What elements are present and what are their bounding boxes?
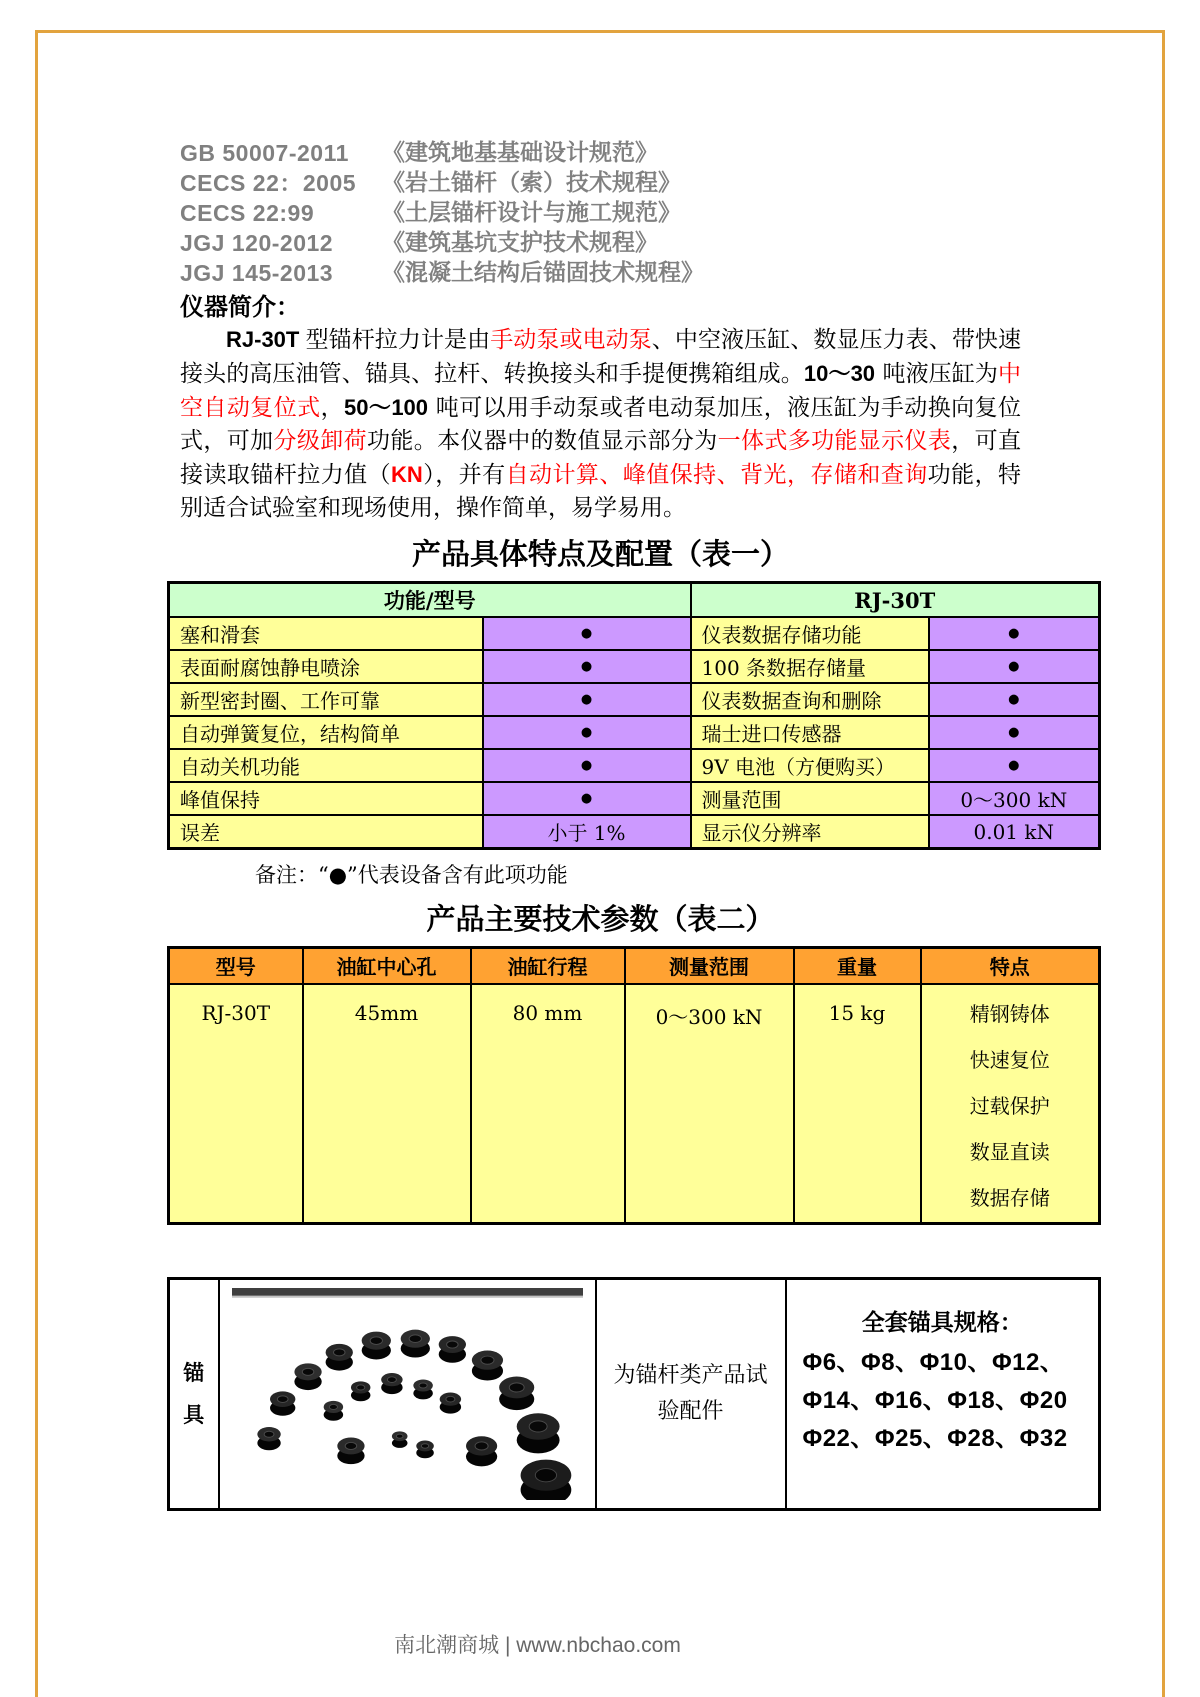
standard-line [180,258,1098,288]
intro-segment: 中空自动复位式 [180,361,1021,421]
feature-name-cell: 测量范围 [691,782,929,815]
standard-line [180,198,1098,228]
parameters-table [167,946,1101,1225]
parameters-header-row [169,948,1100,984]
standard-line [180,228,1098,258]
anchor-spec-title: 全套锚具规格： [861,1308,1023,1336]
intro-segment: ，可直接读取锚杆拉力值（ [180,428,1022,488]
standard-line [180,138,1098,168]
feature-name-cell: 新型密封圈、工作可靠 [169,683,483,716]
standard-code: JGJ 145-2013 [180,260,334,286]
param-value-cell: 0～300 kN [625,984,794,1224]
intro-segment: ），并有 [422,462,506,488]
intro-segment: 吨液压缸为 [875,361,998,387]
feature-row [169,683,1100,716]
standard-title: 《建筑基坑支护技术规程》 [382,229,658,256]
document-content [167,0,1098,1659]
standard-code: GB 50007-2011 [180,140,349,166]
param-value-cell: RJ-30T [169,984,303,1224]
feature-value-cell: ● [929,617,1100,650]
param-header-cell: 测量范围 [625,948,794,984]
anchor-row [169,1278,1100,1510]
feature-value-cell: ● [483,683,691,716]
t1-header-left: 功能/型号 [169,583,691,618]
intro-segment: KN [391,462,423,487]
feature-name-cell: 误差 [169,815,483,849]
feature-value-cell: ● [483,716,691,749]
param-header-cell: 油缸行程 [471,948,625,984]
intro-segment: 分级卸荷 [273,428,367,454]
feature-name-cell: 峰值保持 [169,782,483,815]
feature-line: 数据存储 [969,1185,1050,1210]
param-value-cell: 80 mm [471,984,625,1224]
feature-value-cell: 0.01 kN [929,815,1100,849]
anchor-label-cell [169,1278,219,1510]
feature-value-cell: ● [483,749,691,782]
feature-name-cell: 表面耐腐蚀静电喷涂 [169,650,483,683]
table2-title: 产品主要技术参数（表二） [426,902,775,936]
intro-segment: 吨可以用手动泵或者电动泵加压，液压缸为手动换向复位式，可加 [180,395,1022,454]
anchor-label: 锚具 [183,1359,205,1427]
intro-paragraph [180,323,1021,525]
feature-value-cell: ● [483,782,691,815]
param-header-cell: 特点 [921,948,1100,984]
feature-line: 过载保护 [969,1093,1050,1118]
param-value-cell: 45mm [303,984,471,1224]
feature-value-cell: ● [929,716,1100,749]
anchor-spec-line: Φ22、Φ25、Φ28、Φ32 [802,1424,1068,1452]
feature-row [169,617,1100,650]
parameters-value-row [169,984,1100,1224]
feature-row [169,716,1100,749]
feature-name-cell: 瑞士进口传感器 [691,716,929,749]
anchor-description: 为锚杆类产品试验配件 [596,1278,786,1510]
feature-name-cell: 自动关机功能 [169,749,483,782]
standard-code: JGJ 120-2012 [180,230,334,256]
table1-title: 产品具体特点及配置（表一） [411,537,789,571]
standard-title: 《土层锚杆设计与施工规范》 [382,199,681,226]
feature-name-cell: 仪表数据查询和删除 [691,683,929,716]
intro-segment: 手动泵或电动泵 [490,327,652,353]
intro-segment: 功能，特别适合试验室和现场使用，操作简单，易学易用。 [180,462,1022,521]
intro-heading: 仪器简介： [180,292,300,321]
t1-header-right: RJ-30T [691,583,1100,618]
feature-row [169,749,1100,782]
standards-list [180,138,1098,288]
feature-name-cell: 仪表数据存储功能 [691,617,929,650]
feature-value-cell: ● [929,749,1100,782]
feature-line: 精钢铸体 [969,1001,1050,1026]
feature-name-cell: 100 条数据存储量 [691,650,929,683]
intro-segment: 自动计算、峰值保持、背光，存储和查询 [505,462,928,488]
footer: 南北潮商城 | www.nbchao.com [394,1634,681,1658]
features-table-header-row [169,583,1100,618]
intro-segment: 10～30 [803,361,876,386]
anchor-spec-lines [803,1344,1083,1458]
feature-value-cell: 0～300 kN [929,782,1100,815]
param-header-cell: 重量 [794,948,921,984]
anchor-pieces [257,1329,571,1500]
anchor-spec-cell [786,1278,1100,1510]
standard-title: 《建筑地基基础设计规范》 [382,139,658,166]
standard-title: 《混凝土结构后锚固技术规程》 [382,259,704,286]
intro-segment: 一体式多功能显示仪表 [717,428,952,454]
param-value-cell: 15 kg [794,984,921,1224]
feature-row [169,815,1100,849]
feature-row [169,782,1100,815]
intro-segment: 功能。本仪器中的数值显示部分为 [367,428,718,454]
intro-segment: 、中空液压缸、数显压力表、带快速接头的高压油管、锚具、拉杆、转换接头和手提便携箱组成。 [180,327,1022,387]
feature-name-cell: 9V 电池（方便购买） [691,749,929,782]
intro-segment: RJ-30T [226,327,306,352]
anchor-photo-cell [219,1278,596,1510]
anchor-spec-line: Φ6、Φ8、Φ10、Φ12、 Φ14、Φ16、Φ18、Φ20 [802,1348,1068,1414]
table1-note: 备注：“●”代表设备含有此项功能 [255,863,568,887]
standard-code: CECS 22：2005 [180,170,357,196]
feature-value-cell: ● [929,683,1100,716]
feature-line: 快速复位 [969,1047,1050,1072]
feature-value-cell: ● [483,617,691,650]
feature-value-cell: ● [929,650,1100,683]
feature-name-cell: 显示仪分辨率 [691,815,929,849]
feature-value-cell: 小于 1% [483,815,691,849]
standard-line [180,168,1098,198]
intro-segment: ， [320,395,344,421]
param-features-cell [921,984,1100,1224]
anchor-set-photo [232,1288,583,1501]
feature-row [169,650,1100,683]
feature-line: 数显直读 [969,1139,1050,1164]
intro-segment: 50～100 [344,395,429,420]
features-table [167,581,1101,850]
feature-name-cell: 自动弹簧复位，结构简单 [169,716,483,749]
feature-name-cell: 塞和滑套 [169,617,483,650]
param-header-cell: 油缸中心孔 [303,948,471,984]
standard-code: CECS 22:99 [180,200,315,226]
param-header-cell: 型号 [169,948,303,984]
anchor-table [167,1277,1101,1512]
feature-value-cell: ● [483,650,691,683]
standard-title: 《岩土锚杆（索）技术规程》 [382,169,681,196]
intro-segment: 型锚杆拉力计是由 [305,327,491,353]
